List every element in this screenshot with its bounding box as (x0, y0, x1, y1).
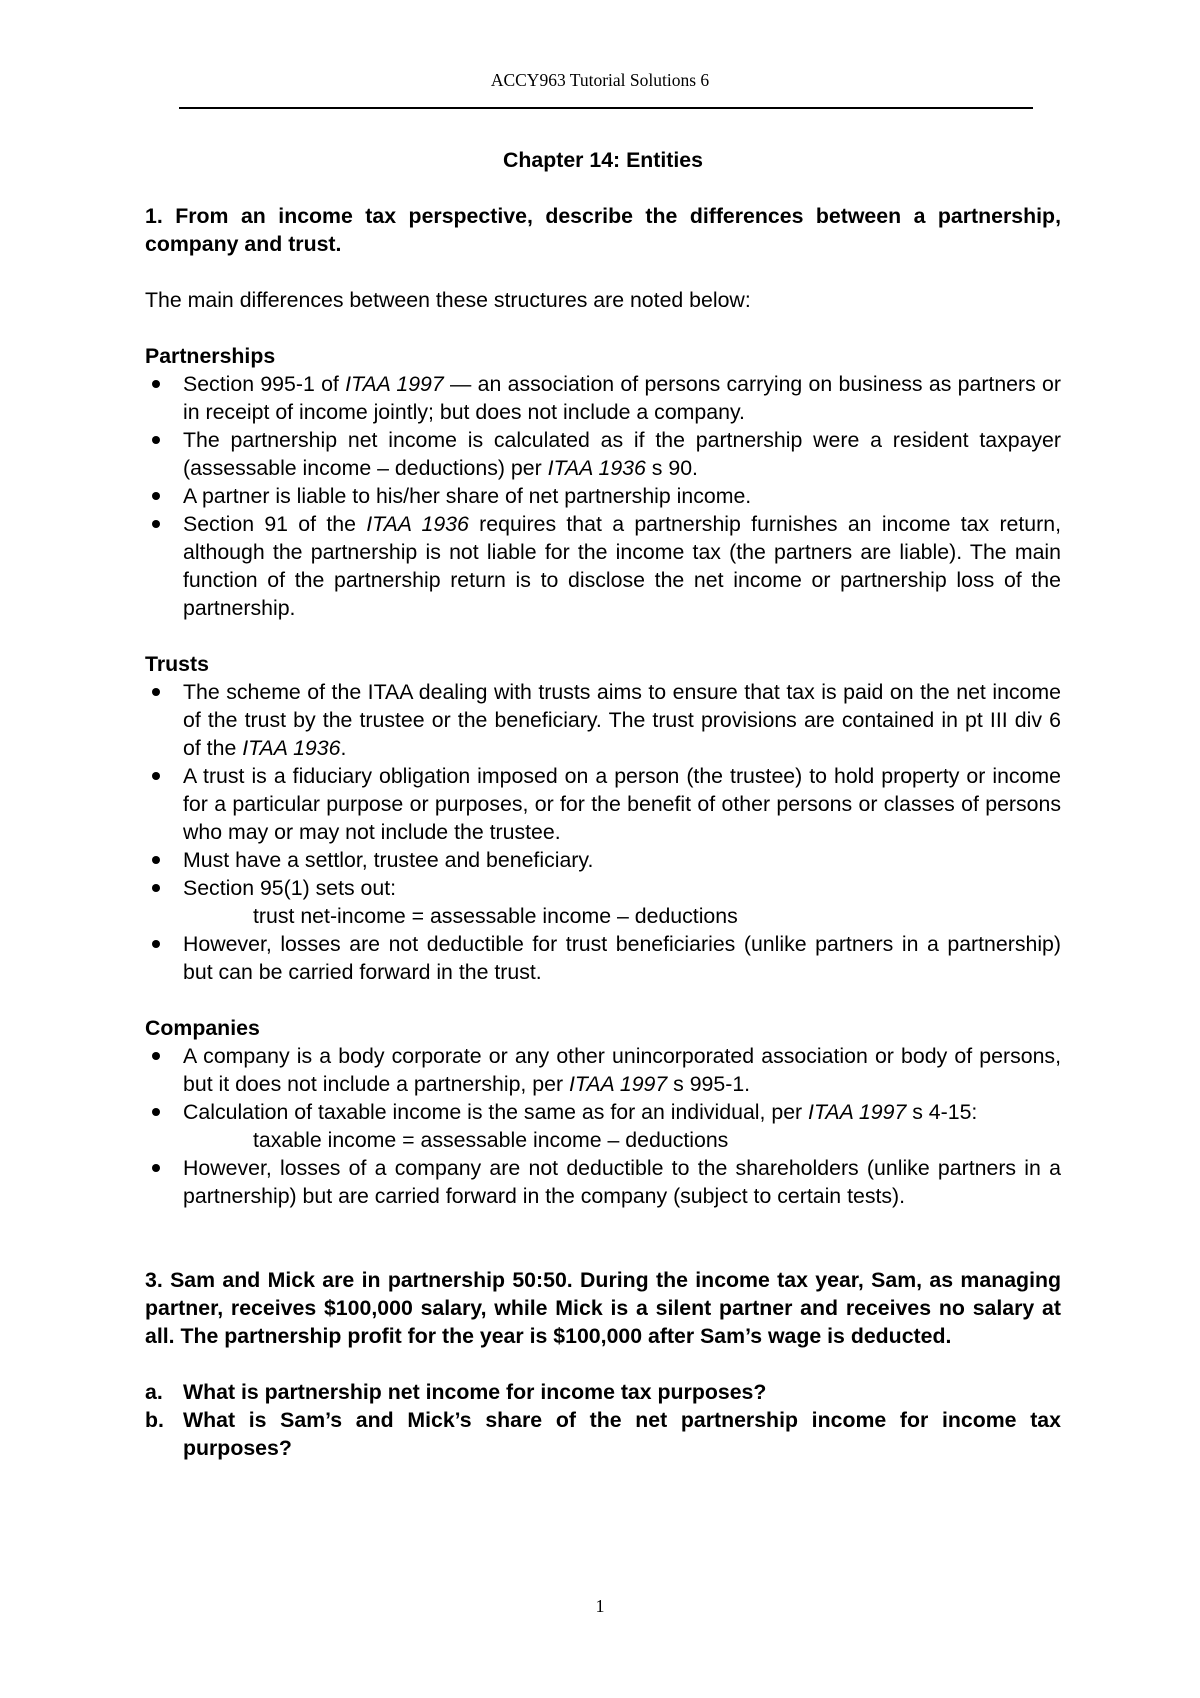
page-number: 1 (595, 1596, 605, 1616)
bullet-icon (152, 436, 160, 444)
trust-net-income-formula: trust net-income = assessable income – deductions (253, 904, 738, 928)
bullet-icon (152, 380, 160, 388)
trusts-heading: Trusts (145, 652, 209, 676)
list-item: However, losses of a company are not deductible to the shareholders (unlike partners in a partnership) but are carried forward in the company (subject to certain tests). (145, 1154, 1061, 1210)
list-item: The partnership net income is calculated as if the partnership were a resident taxpayer (assessable income – deductions) per ITAA 1936 s 90. (145, 426, 1061, 482)
question-3a: a. What is partnership net income for income tax purposes? (145, 1380, 767, 1404)
chapter-title: Chapter 14: Entities (502, 148, 703, 172)
list-item: Section 91 of the ITAA 1936 requires that a partnership furnishes an income tax return, although the partnership is not liable for the income tax (the partners are liable). The main function of the partnership return is to disclose the net income or partnership loss of the partnership. (145, 510, 1061, 622)
question-3b: b. What is Sam’s and Mick’s share of the net partnership income for income tax purposes? (145, 1408, 1061, 1460)
running-header: ACCY963 Tutorial Solutions 6 (490, 70, 710, 90)
bullet-icon (152, 492, 160, 500)
partnerships-list (145, 370, 1061, 622)
list-item: Section 995-1 of ITAA 1997 — an association of persons carrying on business as partners or in receipt of income jointly; but does not include a company. (145, 370, 1061, 426)
partnerships-heading: Partnerships (145, 344, 276, 368)
bullet-icon (152, 688, 160, 696)
q1-intro: The main differences between these structures are noted below: (145, 288, 751, 312)
bullet-icon (152, 1164, 160, 1172)
trusts-list (145, 678, 1061, 986)
bullet-icon (152, 1108, 160, 1116)
taxable-income-formula: taxable income = assessable income – deductions (253, 1128, 729, 1152)
companies-list (145, 1042, 1061, 1210)
list-item: Must have a settlor, trustee and beneficiary. (145, 846, 1061, 874)
list-item: A trust is a fiduciary obligation imposed on a person (the trustee) to hold property or income for a particular purpose or purposes, or for the benefit of other persons or classes of persons who may or may not include the trustee. (145, 762, 1061, 846)
list-item: However, losses are not deductible for trust beneficiaries (unlike partners in a partnership) but can be carried forward in the trust. (145, 930, 1061, 986)
bullet-icon (152, 856, 160, 864)
bullet-icon (152, 1052, 160, 1060)
list-item: The scheme of the ITAA dealing with trusts aims to ensure that tax is paid on the net income of the trust by the trustee or the beneficiary. The trust provisions are contained in pt III div 6 of the ITAA 1936. (145, 678, 1061, 762)
companies-heading: Companies (145, 1016, 260, 1040)
bullet-icon (152, 772, 160, 780)
page-content (145, 146, 1061, 1462)
list-item: A company is a body corporate or any other unincorporated association or body of persons, but it does not include a partnership, per ITAA 1997 s 995-1. (145, 1042, 1061, 1098)
header-rule (179, 107, 1033, 109)
bullet-icon (152, 884, 160, 892)
list-item: Section 95(1) sets out: trust net-income = assessable income – deductions (145, 874, 1061, 930)
question-3: 3. Sam and Mick are in partnership 50:50. During the income tax year, Sam, as managing partner, receives $100,000 salary, while Mick is a silent partner and receives no salary at all. The partnership profit for the year is $100,000 after Sam’s wage is deducted. (145, 1268, 1061, 1348)
bullet-icon (152, 520, 160, 528)
list-item: A partner is liable to his/her share of net partnership income. (145, 482, 1061, 510)
question-1: 1. From an income tax perspective, describe the differences between a partnership, company and trust. (145, 204, 1061, 256)
bullet-icon (152, 940, 160, 948)
list-item: Calculation of taxable income is the same as for an individual, per ITAA 1997 s 4-15: taxable income = assessable income – deductions (145, 1098, 1061, 1154)
